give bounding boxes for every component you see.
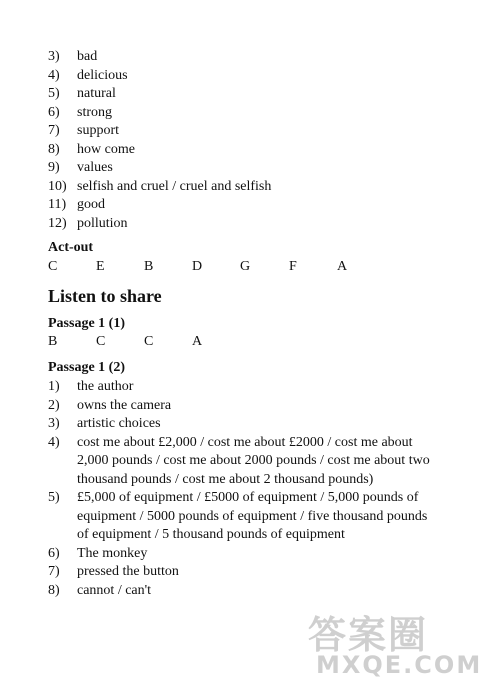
act-out-answers <box>48 259 368 277</box>
list-item: 5) natural <box>48 86 116 101</box>
answer-letter: F <box>289 259 297 274</box>
watermark-logo-text: 答案圈 <box>308 613 429 657</box>
answer-letter: G <box>240 259 251 274</box>
list-item: 3) artistic choices <box>48 416 161 431</box>
watermark-url-text: MXQE.COM <box>316 651 483 679</box>
answer-letter: E <box>96 259 105 274</box>
list-item: 8) how come <box>48 141 135 157</box>
answer-letter: D <box>192 259 203 274</box>
listen-to-share-heading: Listen to share <box>48 286 162 306</box>
list-item: 6) The monkey <box>48 545 148 561</box>
passage-1-2-heading: Passage 1 (2) <box>48 360 125 375</box>
list-item: 10) selfish and cruel / cruel and selfish <box>48 178 272 194</box>
list-item: 4) delicious <box>48 67 128 83</box>
list-item: 4) cost me about £2,000 / cost me about £2000 / cost me about 2,000 pounds / cost me about 2000 pounds / cost me about two thousand pounds / cost me about 2 thousand pounds) <box>48 434 430 487</box>
answer-letter: C <box>144 334 154 349</box>
list-item: 11) good <box>48 197 105 212</box>
list-item: 9) values <box>48 160 113 175</box>
list-item: 12) pollution <box>48 215 128 231</box>
answer-letter: A <box>337 259 348 274</box>
list-item: 2) owns the camera <box>48 397 172 413</box>
passage-1-1-heading: Passage 1 (1) <box>48 316 125 331</box>
list-item: 7) support <box>48 123 119 138</box>
list-item: 5) £5,000 of equipment / £5000 of equipment / 5,000 pounds of equipment / 5000 pounds of equipment / five thousand pounds of equipment / 5 thousand pounds of equipment <box>48 490 428 542</box>
answer-letter: A <box>192 334 203 349</box>
list-item: 7) pressed the button <box>48 564 179 579</box>
passage-1-2-answer-list <box>48 378 442 600</box>
act-out-heading: Act-out <box>48 240 94 255</box>
list-item: 6) strong <box>48 104 112 120</box>
answer-letter: C <box>48 259 58 274</box>
passage-1-1-answers <box>48 334 368 352</box>
list-item: 3) bad <box>48 49 98 64</box>
list-item: 1) the author <box>48 379 134 394</box>
answer-letter: B <box>48 334 58 349</box>
list-item: 8) cannot / can't <box>48 582 152 598</box>
vocabulary-answer-list <box>48 48 271 233</box>
answer-letter: B <box>144 259 154 274</box>
answer-letter: C <box>96 334 106 349</box>
watermark-url <box>316 651 482 679</box>
